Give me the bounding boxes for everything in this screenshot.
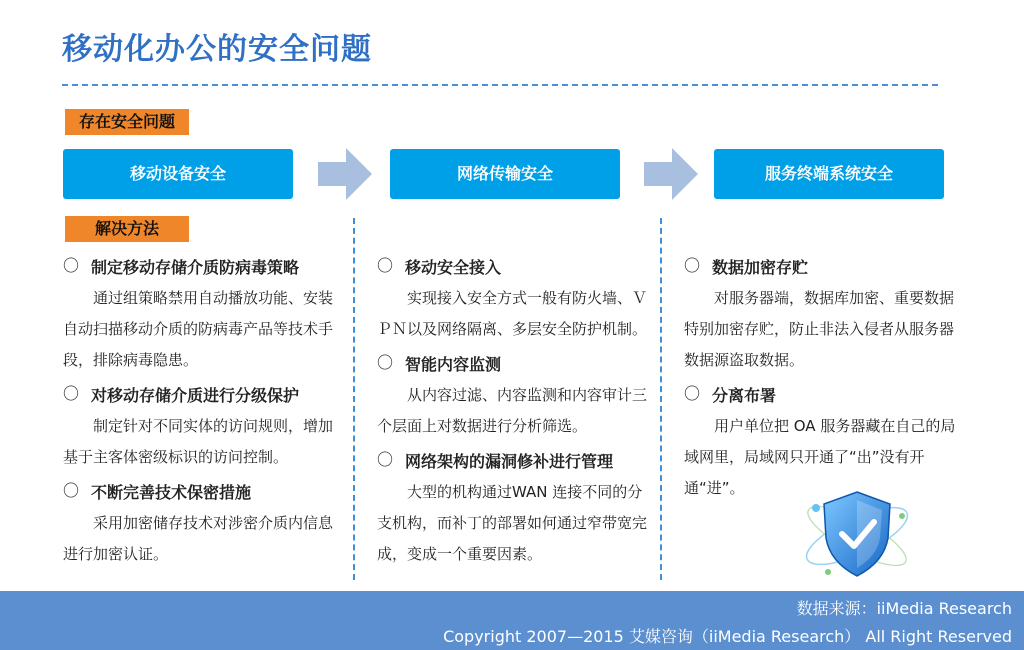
right-arrow-icon xyxy=(318,148,372,200)
solution-heading xyxy=(63,252,335,283)
solution-heading xyxy=(63,380,335,411)
footer-bar xyxy=(0,591,1024,650)
problems-tag: 存在安全问题 xyxy=(65,109,189,135)
solution-heading-text: 移动安全接入 xyxy=(405,258,502,277)
solution-item xyxy=(684,252,960,376)
solution-item xyxy=(63,252,335,376)
title-divider xyxy=(62,84,938,86)
circle-bullet-icon: 〇 xyxy=(377,256,394,275)
solution-heading-text: 数据加密存贮 xyxy=(712,258,809,277)
solution-heading-text: 对移动存储介质进行分级保护 xyxy=(91,386,300,405)
category-server-terminal-security: 服务终端系统安全 xyxy=(714,149,944,199)
solution-description: 通过组策略禁用自动播放功能、安装自动扫描移动介质的防病毒产品等技术手段，排除病毒隐患。 xyxy=(63,289,334,369)
solution-description: 采用加密储存技术对涉密介质内信息进行加密认证。 xyxy=(63,514,334,563)
solution-description: 用户单位把 OA 服务器藏在自己的局域网里，局域网只开通了“出”没有开通“进”。 xyxy=(684,417,956,497)
solution-heading-text: 分离布署 xyxy=(712,386,777,405)
circle-bullet-icon: 〇 xyxy=(377,450,394,469)
copyright: Copyright 2007—2015 艾媒咨询（iiMedia Research） All Right Reserved xyxy=(443,627,1012,646)
solution-item xyxy=(63,477,335,570)
solution-description: 对服务器端，数据库加密、重要数据特别加密存贮，防止非法入侵者从服务器数据源盗取数据。 xyxy=(684,289,955,369)
solution-heading xyxy=(377,252,649,283)
circle-bullet-icon: 〇 xyxy=(63,256,80,275)
circle-bullet-icon: 〇 xyxy=(684,256,701,275)
solution-heading xyxy=(377,446,649,477)
solution-heading-text: 制定移动存储介质防病毒策略 xyxy=(91,258,300,277)
solution-description: 实现接入安全方式一般有防火墙、ＶＰＮ以及网络隔离、多层安全防护机制。 xyxy=(377,289,648,338)
right-arrow-icon xyxy=(644,148,698,200)
solutions-tag: 解决方法 xyxy=(65,216,189,242)
solution-heading-text: 智能内容监测 xyxy=(405,355,502,374)
solution-description: 制定针对不同实体的访问规则，增加基于主客体密级标识的访问控制。 xyxy=(63,417,334,466)
solution-column-server xyxy=(684,252,960,508)
category-mobile-device-security: 移动设备安全 xyxy=(63,149,293,199)
solution-column-network xyxy=(377,252,649,574)
solution-heading xyxy=(377,349,649,380)
solution-heading xyxy=(684,252,960,283)
data-source: 数据来源：iiMedia Research xyxy=(796,599,1012,618)
column-divider xyxy=(353,218,355,580)
solution-heading xyxy=(684,380,960,411)
page-title: 移动化办公的安全问题 xyxy=(62,32,372,67)
column-divider xyxy=(660,218,662,580)
solution-description: 从内容过滤、内容监测和内容审计三个层面上对数据进行分析筛选。 xyxy=(377,386,648,435)
circle-bullet-icon: 〇 xyxy=(63,481,80,500)
circle-bullet-icon: 〇 xyxy=(63,384,80,403)
solution-item xyxy=(377,252,649,345)
solution-heading-text: 网络架构的漏洞修补进行管理 xyxy=(405,452,614,471)
solution-description: 大型的机构通过WAN 连接不同的分支机构，而补丁的部署如何通过窄带宽完成，变成一个重要因素。 xyxy=(377,483,648,563)
solution-column-mobile-device xyxy=(63,252,335,574)
solution-item xyxy=(377,349,649,442)
circle-bullet-icon: 〇 xyxy=(377,353,394,372)
solution-item xyxy=(377,446,649,570)
shield-check-icon xyxy=(798,486,916,582)
category-network-transmission-security: 网络传输安全 xyxy=(390,149,620,199)
circle-bullet-icon: 〇 xyxy=(684,384,701,403)
solution-heading-text: 不断完善技术保密措施 xyxy=(91,483,252,502)
solution-item xyxy=(63,380,335,473)
solution-heading xyxy=(63,477,335,508)
